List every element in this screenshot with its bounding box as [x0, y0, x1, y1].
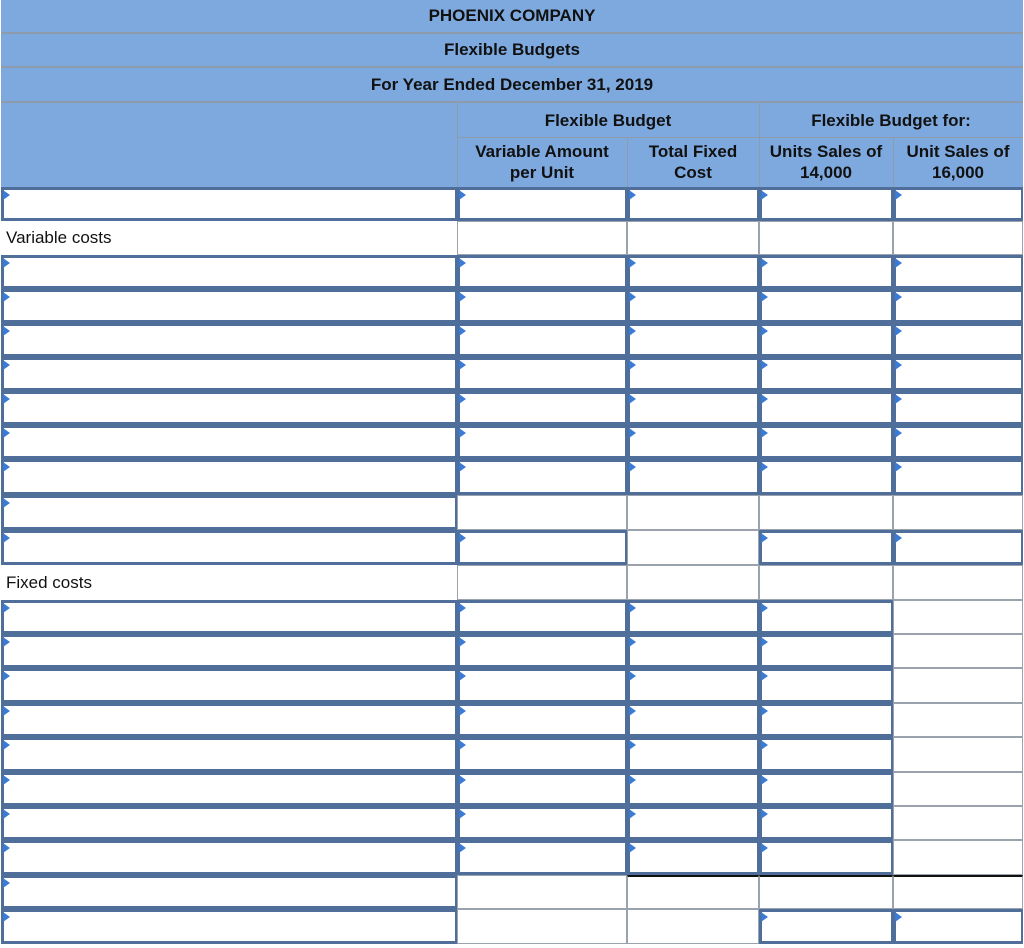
input-cell-label-row-15[interactable]: [1, 668, 457, 703]
static-cell-b14-row-2: [759, 221, 893, 255]
input-cell-label-row-14[interactable]: [1, 634, 457, 668]
input-cell-fixed-row-6[interactable]: [627, 357, 759, 391]
input-cell-var-row-1[interactable]: [457, 187, 627, 221]
input-cell-fixed-row-20[interactable]: [627, 840, 759, 875]
static-cell-b14-row-21: [759, 875, 893, 909]
input-cell-var-row-11[interactable]: [457, 530, 627, 565]
static-cell-b16-row-14: [893, 634, 1023, 668]
static-cell-b14-row-12: [759, 565, 893, 600]
input-cell-fixed-row-3[interactable]: [627, 255, 759, 289]
input-cell-b14-row-3[interactable]: [759, 255, 893, 289]
input-cell-fixed-row-9[interactable]: [627, 459, 759, 495]
input-cell-b14-row-1[interactable]: [759, 187, 893, 221]
static-cell-fixed-row-2: [627, 221, 759, 255]
header-divider: [457, 103, 458, 187]
input-cell-label-row-4[interactable]: [1, 289, 457, 323]
input-cell-fixed-row-13[interactable]: [627, 600, 759, 634]
static-cell-b16-row-15: [893, 668, 1023, 703]
header-divider: [893, 137, 894, 187]
header-divider: [759, 103, 760, 187]
header-flexible-budget: Flexible Budget: [457, 103, 759, 137]
input-cell-label-row-18[interactable]: [1, 772, 457, 806]
static-cell-var-row-10: [457, 495, 627, 530]
input-cell-b16-row-6[interactable]: [893, 357, 1023, 391]
input-cell-fixed-row-7[interactable]: [627, 391, 759, 425]
input-cell-b14-row-20[interactable]: [759, 840, 893, 875]
input-cell-fixed-row-1[interactable]: [627, 187, 759, 221]
input-cell-var-row-8[interactable]: [457, 425, 627, 459]
input-cell-label-row-13[interactable]: [1, 600, 457, 634]
input-cell-label-row-9[interactable]: [1, 459, 457, 495]
static-cell-b16-row-20: [893, 840, 1023, 875]
input-cell-b14-row-14[interactable]: [759, 634, 893, 668]
input-cell-fixed-row-18[interactable]: [627, 772, 759, 806]
input-cell-fixed-row-8[interactable]: [627, 425, 759, 459]
variable-costs-label: Variable costs: [1, 221, 457, 255]
input-cell-b14-row-7[interactable]: [759, 391, 893, 425]
input-cell-var-row-5[interactable]: [457, 323, 627, 357]
static-cell-fixed-row-12: [627, 565, 759, 600]
input-cell-label-row-1[interactable]: [1, 187, 457, 221]
static-cell-var-row-21: [457, 875, 627, 909]
input-cell-var-row-6[interactable]: [457, 357, 627, 391]
input-cell-label-row-3[interactable]: [1, 255, 457, 289]
report-title: Flexible Budgets: [1, 34, 1023, 68]
header-divider: [627, 137, 628, 187]
input-cell-fixed-row-19[interactable]: [627, 806, 759, 840]
header-variable-amount-per-unit: Variable Amount per Unit: [457, 137, 627, 187]
input-cell-b16-row-8[interactable]: [893, 425, 1023, 459]
input-cell-b14-row-11[interactable]: [759, 530, 893, 565]
header-blank: [1, 137, 457, 187]
static-cell-b16-row-16: [893, 703, 1023, 737]
input-cell-label-row-10[interactable]: [1, 495, 457, 530]
input-cell-fixed-row-4[interactable]: [627, 289, 759, 323]
input-cell-label-row-5[interactable]: [1, 323, 457, 357]
input-cell-b14-row-4[interactable]: [759, 289, 893, 323]
input-cell-b14-row-19[interactable]: [759, 806, 893, 840]
header-flexible-budget-for: Flexible Budget for:: [759, 103, 1023, 137]
header-unit-sales-16000: Unit Sales of 16,000: [893, 137, 1023, 187]
report-period: For Year Ended December 31, 2019: [1, 68, 1023, 103]
input-cell-var-row-15[interactable]: [457, 668, 627, 703]
input-cell-var-row-7[interactable]: [457, 391, 627, 425]
static-cell-b16-row-10: [893, 495, 1023, 530]
input-cell-b14-row-8[interactable]: [759, 425, 893, 459]
input-cell-var-row-9[interactable]: [457, 459, 627, 495]
input-cell-var-row-3[interactable]: [457, 255, 627, 289]
input-cell-fixed-row-14[interactable]: [627, 634, 759, 668]
static-cell-fixed-row-21: [627, 875, 759, 909]
input-cell-var-row-14[interactable]: [457, 634, 627, 668]
input-cell-label-row-16[interactable]: [1, 703, 457, 737]
input-cell-label-row-7[interactable]: [1, 391, 457, 425]
static-cell-fixed-row-11: [627, 530, 759, 565]
input-cell-var-row-13[interactable]: [457, 600, 627, 634]
input-cell-label-row-20[interactable]: [1, 840, 457, 875]
static-cell-fixed-row-10: [627, 495, 759, 530]
input-cell-label-row-6[interactable]: [1, 357, 457, 391]
input-cell-b14-row-5[interactable]: [759, 323, 893, 357]
input-cell-var-row-18[interactable]: [457, 772, 627, 806]
static-cell-b16-row-13: [893, 600, 1023, 634]
input-cell-var-row-19[interactable]: [457, 806, 627, 840]
input-cell-var-row-4[interactable]: [457, 289, 627, 323]
input-cell-b14-row-13[interactable]: [759, 600, 893, 634]
input-cell-label-row-8[interactable]: [1, 425, 457, 459]
input-cell-fixed-row-5[interactable]: [627, 323, 759, 357]
input-cell-b16-row-9[interactable]: [893, 459, 1023, 495]
input-cell-label-row-11[interactable]: [1, 530, 457, 565]
static-cell-b16-row-21: [893, 875, 1023, 909]
header-divider: [457, 137, 1023, 138]
static-cell-fixed-row-22: [627, 909, 759, 944]
input-cell-var-row-17[interactable]: [457, 737, 627, 772]
fixed-costs-label: Fixed costs: [1, 565, 457, 600]
input-cell-b16-row-4[interactable]: [893, 289, 1023, 323]
static-cell-b16-row-12: [893, 565, 1023, 600]
input-cell-b16-row-7[interactable]: [893, 391, 1023, 425]
input-cell-b16-row-1[interactable]: [893, 187, 1023, 221]
input-cell-b16-row-11[interactable]: [893, 530, 1023, 565]
static-cell-b16-row-17: [893, 737, 1023, 772]
input-cell-fixed-row-15[interactable]: [627, 668, 759, 703]
input-cell-var-row-16[interactable]: [457, 703, 627, 737]
input-cell-var-row-20[interactable]: [457, 840, 627, 875]
static-cell-b16-row-19: [893, 806, 1023, 840]
input-cell-b16-row-22[interactable]: [893, 909, 1023, 944]
input-cell-b14-row-18[interactable]: [759, 772, 893, 806]
input-cell-fixed-row-16[interactable]: [627, 703, 759, 737]
input-cell-label-row-17[interactable]: [1, 737, 457, 772]
company-name: PHOENIX COMPANY: [1, 0, 1023, 34]
static-cell-var-row-12: [457, 565, 627, 600]
static-cell-b14-row-10: [759, 495, 893, 530]
input-cell-fixed-row-17[interactable]: [627, 737, 759, 772]
input-cell-b16-row-5[interactable]: [893, 323, 1023, 357]
static-cell-b16-row-2: [893, 221, 1023, 255]
input-cell-b14-row-16[interactable]: [759, 703, 893, 737]
input-cell-b14-row-9[interactable]: [759, 459, 893, 495]
input-cell-label-row-22[interactable]: [1, 909, 457, 944]
static-cell-b16-row-18: [893, 772, 1023, 806]
input-cell-b14-row-22[interactable]: [759, 909, 893, 944]
header-total-fixed-cost: Total Fixed Cost: [627, 137, 759, 187]
input-cell-b14-row-6[interactable]: [759, 357, 893, 391]
static-cell-var-row-22: [457, 909, 627, 944]
input-cell-label-row-19[interactable]: [1, 806, 457, 840]
static-cell-var-row-2: [457, 221, 627, 255]
input-cell-label-row-21[interactable]: [1, 875, 457, 909]
header-units-sales-14000: Units Sales of 14,000: [759, 137, 893, 187]
input-cell-b16-row-3[interactable]: [893, 255, 1023, 289]
input-cell-b14-row-15[interactable]: [759, 668, 893, 703]
input-cell-b14-row-17[interactable]: [759, 737, 893, 772]
header-blank: [1, 103, 457, 137]
